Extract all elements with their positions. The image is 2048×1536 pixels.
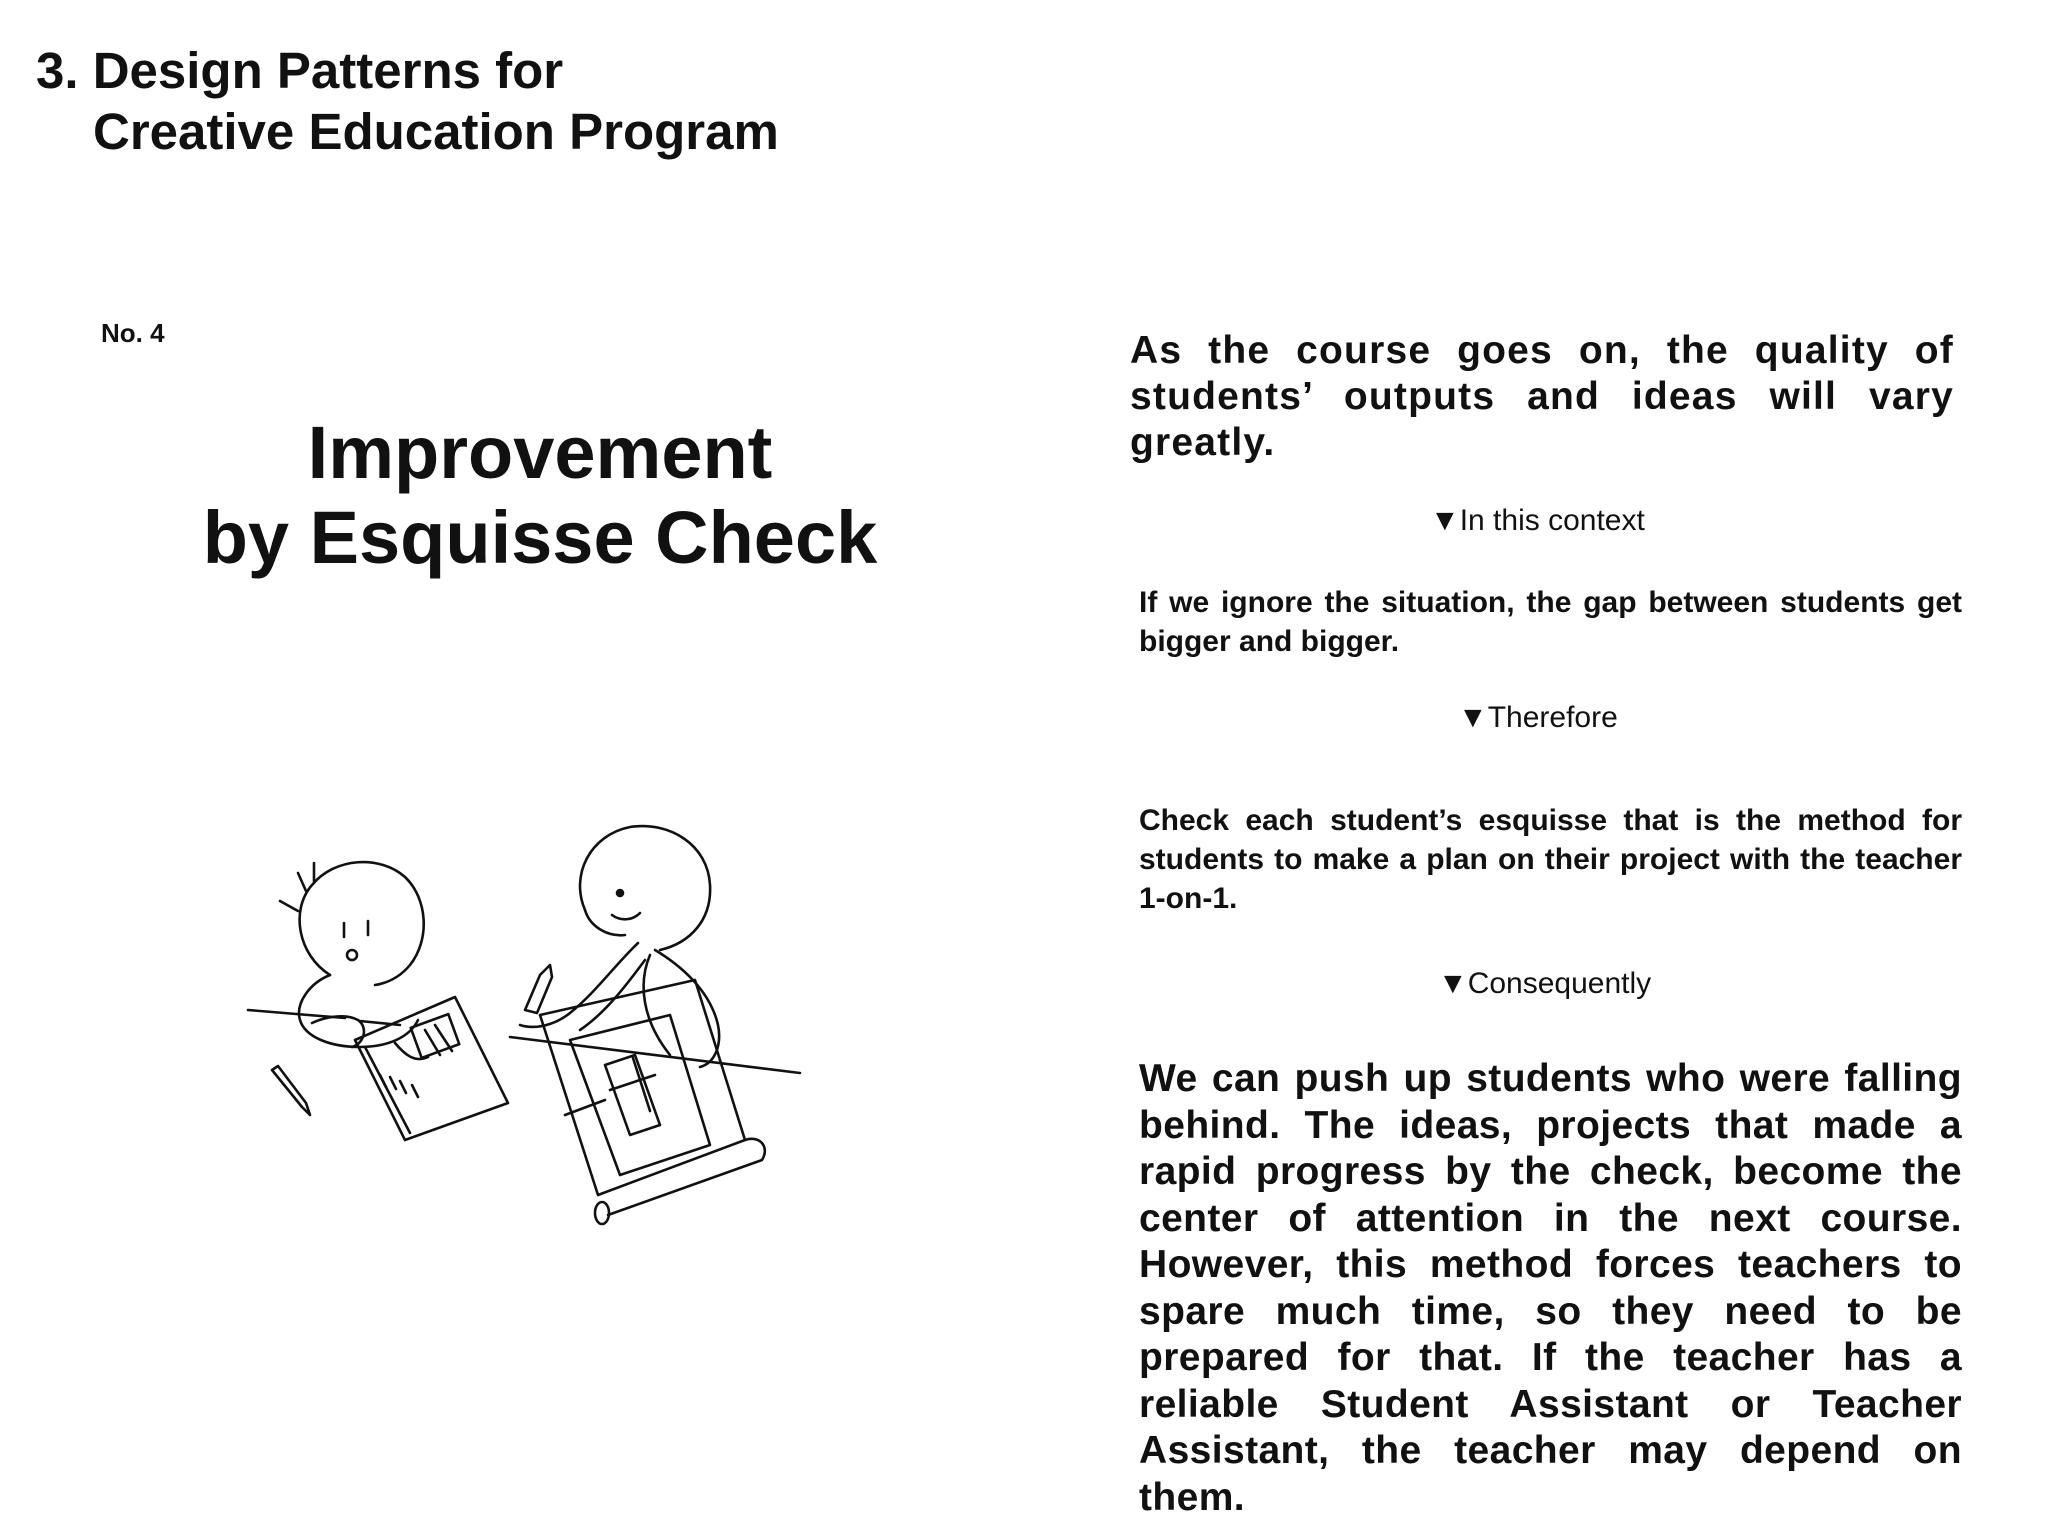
context-paragraph: As the course goes on, the quality of students’ outputs and ideas will vary greatly. [1130, 329, 1954, 464]
divider-label: Therefore [1487, 701, 1618, 734]
solution-paragraph: Check each student’s esquisse that is the method for students to make a plan on their project with the teacher 1-on-1. [1139, 804, 1962, 915]
pattern-title-line2: by Esquisse Check [202, 496, 878, 579]
pattern-title [140, 410, 940, 580]
section-title-line1: 3. Design Patterns for [36, 42, 564, 99]
divider-consequently [1438, 966, 1651, 1002]
triangle-down-icon: ▼ [1458, 701, 1488, 734]
consequence-paragraph: We can push up students who were falling behind. The ideas, projects that made a rapid progress by the check, become the center of attention in the next course. However, this method forces teachers to spare much time, so they need to be prepared for that. If the teacher has a reliable Student Assistant or Teacher Assistant, the teacher may depend on them. [1139, 1057, 1962, 1519]
divider-therefore [1458, 700, 1618, 736]
problem-paragraph: If we ignore the situation, the gap between students get bigger and bigger. [1139, 586, 1962, 658]
triangle-down-icon: ▼ [1430, 504, 1460, 537]
section-title-line2: Creative Education Program [93, 103, 779, 160]
divider-label: In this context [1459, 504, 1645, 537]
pattern-title-line1: Improvement [307, 411, 773, 494]
teacher-student-illustration [240, 815, 820, 1265]
triangle-down-icon: ▼ [1438, 967, 1468, 1000]
divider-in-this-context [1430, 503, 1645, 539]
pattern-number: No. 4 [101, 318, 165, 348]
section-title [36, 40, 779, 162]
divider-label: Consequently [1467, 967, 1652, 1000]
